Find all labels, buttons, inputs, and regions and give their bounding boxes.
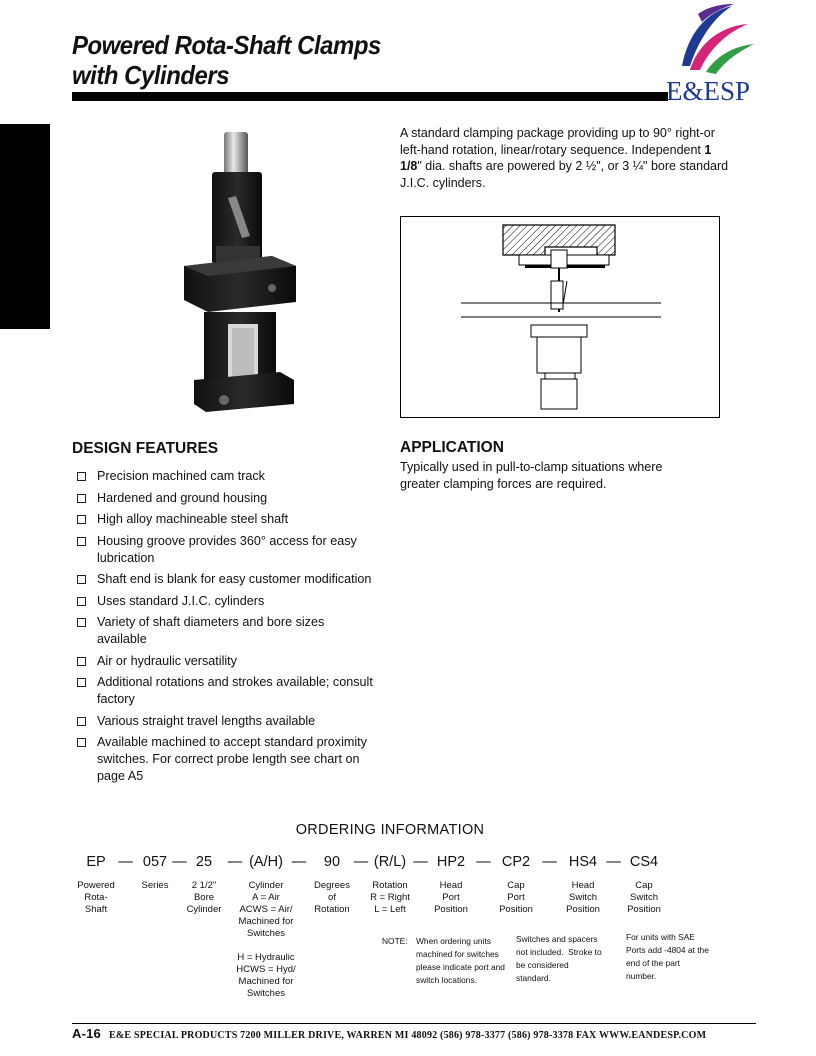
order-code-label: Cap Port Position: [499, 880, 533, 915]
order-code-dash: —: [476, 854, 491, 870]
order-code-dash: —: [172, 854, 187, 870]
feature-text: Variety of shaft diameters and bore sizes available: [97, 615, 325, 646]
checkbox-bullet-icon: [77, 717, 86, 726]
feature-text: Air or hydraulic versatility: [97, 653, 237, 668]
ordering-heading: ORDERING INFORMATION: [295, 822, 485, 838]
checkbox-bullet-icon: [77, 657, 86, 666]
order-code-part: HS4: [568, 854, 598, 870]
feature-text: Shaft end is blank for easy customer modification: [97, 572, 372, 586]
checkbox-bullet-icon: [77, 472, 86, 481]
order-code-label: Powered Rota- Shaft: [77, 880, 115, 915]
feature-item: [76, 571, 376, 588]
feature-item: [76, 674, 376, 708]
checkbox-bullet-icon: [77, 618, 86, 627]
checkbox-bullet-icon: [77, 678, 86, 687]
feature-text: Precision machined cam track: [97, 469, 265, 483]
feature-item: [76, 533, 376, 567]
application-heading: APPLICATION: [400, 439, 504, 456]
footer: [72, 1026, 706, 1041]
order-code-label: Series: [141, 880, 169, 891]
page-title: [72, 30, 381, 90]
order-code-label: Rotation R = Right L = Left: [370, 880, 410, 915]
checkbox-bullet-icon: [77, 515, 86, 524]
footer-contact: E&E SPECIAL PRODUCTS 7200 MILLER DRIVE, WARREN MI 48092 (586) 978-3377 (586) 978-3378 FAX WWW.EANDESP.COM: [108, 1030, 707, 1041]
order-code-dash: —: [118, 854, 133, 870]
title-rule: [72, 92, 668, 101]
order-code-dash: —: [291, 854, 307, 870]
feature-text: Available machined to accept standard proximity switches. For correct probe length see chart on page A5: [97, 735, 367, 783]
feature-text: Hardened and ground housing: [97, 490, 268, 505]
page-number: A-16: [72, 1026, 101, 1041]
order-code-part: CS4: [629, 854, 659, 870]
intro-paragraph: [400, 125, 730, 191]
order-code-part: HP2: [436, 854, 466, 870]
checkbox-bullet-icon: [77, 738, 86, 747]
note-sae-ports: For units with SAE Ports add -4804 at the end of the part number.: [626, 932, 709, 981]
order-code-part: EP: [86, 854, 106, 870]
note-label: NOTE:: [382, 936, 408, 946]
order-code-part: CP2: [501, 854, 531, 870]
order-code-label: Cap Switch Position: [627, 880, 661, 915]
feature-item: [76, 713, 376, 730]
section-tab: [0, 124, 50, 329]
feature-item: [76, 593, 376, 610]
order-code-part: (R/L): [373, 854, 407, 870]
feature-text: Uses standard J.I.C. cylinders: [97, 593, 265, 608]
order-code-label: Cylinder A = Air ACWS = Air/ Machined for Switches H = Hydraulic HCWS = Hyd/ Machined for Switches: [236, 880, 296, 999]
intro-text-2: " dia. shafts are powered by 2 ½", or 3 ¼" bore standard J.I.C. cylinders.: [400, 159, 729, 190]
order-code-dash: —: [227, 854, 243, 870]
order-code-dash: —: [413, 854, 428, 870]
intro-bold: 1 1/8: [400, 142, 712, 173]
note-ports: When ordering units machined for switches please indicate port and switch locations.: [416, 936, 505, 985]
title-line-2: with Cylinders: [72, 60, 230, 90]
order-code-label: Degrees of Rotation: [314, 880, 350, 915]
feature-item: [76, 468, 376, 485]
feature-item: [76, 614, 376, 648]
intro-text: A standard clamping package providing up to 90° right-or left-hand rotation, linear/rotary sequence. Independent: [400, 126, 715, 157]
order-code-dash: —: [542, 854, 557, 870]
feature-text: High alloy machineable steel shaft: [97, 512, 289, 526]
checkbox-bullet-icon: [77, 597, 86, 606]
logo-swoosh-icon: [676, 4, 766, 78]
order-code-label: 2 1/2" Bore Cylinder: [186, 880, 222, 915]
order-code-part: (A/H): [249, 854, 283, 870]
design-features-heading: DESIGN FEATURES: [72, 440, 219, 457]
feature-item: [76, 734, 376, 785]
checkbox-bullet-icon: [77, 575, 86, 584]
checkbox-bullet-icon: [77, 494, 86, 503]
feature-item: [76, 653, 376, 670]
clamp-diagram-icon: [401, 217, 719, 417]
checkbox-bullet-icon: [77, 537, 86, 546]
feature-item: [76, 511, 376, 528]
application-diagram: [400, 216, 720, 418]
order-code-part: 057: [142, 854, 168, 870]
feature-text: Housing groove provides 360° access for easy lubrication: [97, 533, 357, 565]
order-code-dash: —: [353, 854, 369, 870]
feature-text: Various straight travel lengths available: [97, 713, 316, 728]
note-switches: Switches and spacers not included. Stroke to be considered standard.: [516, 934, 602, 983]
order-code-dash: —: [606, 854, 621, 870]
order-code-part: 90: [323, 854, 341, 870]
application-text: Typically used in pull-to-clamp situations where greater clamping forces are required.: [400, 460, 663, 491]
order-code-part: 25: [195, 854, 213, 870]
logo-text: E&ESP: [666, 76, 751, 106]
order-code-label: Head Port Position: [434, 880, 468, 915]
title-line-1: Powered Rota-Shaft Clamps: [72, 30, 381, 60]
design-features-list: [76, 468, 376, 790]
feature-item: [76, 490, 376, 507]
order-code-label: Head Switch Position: [566, 880, 600, 915]
footer-rule: [72, 1023, 756, 1024]
product-photo: [172, 128, 310, 418]
feature-text: Additional rotations and strokes available; consult factory: [97, 675, 373, 706]
